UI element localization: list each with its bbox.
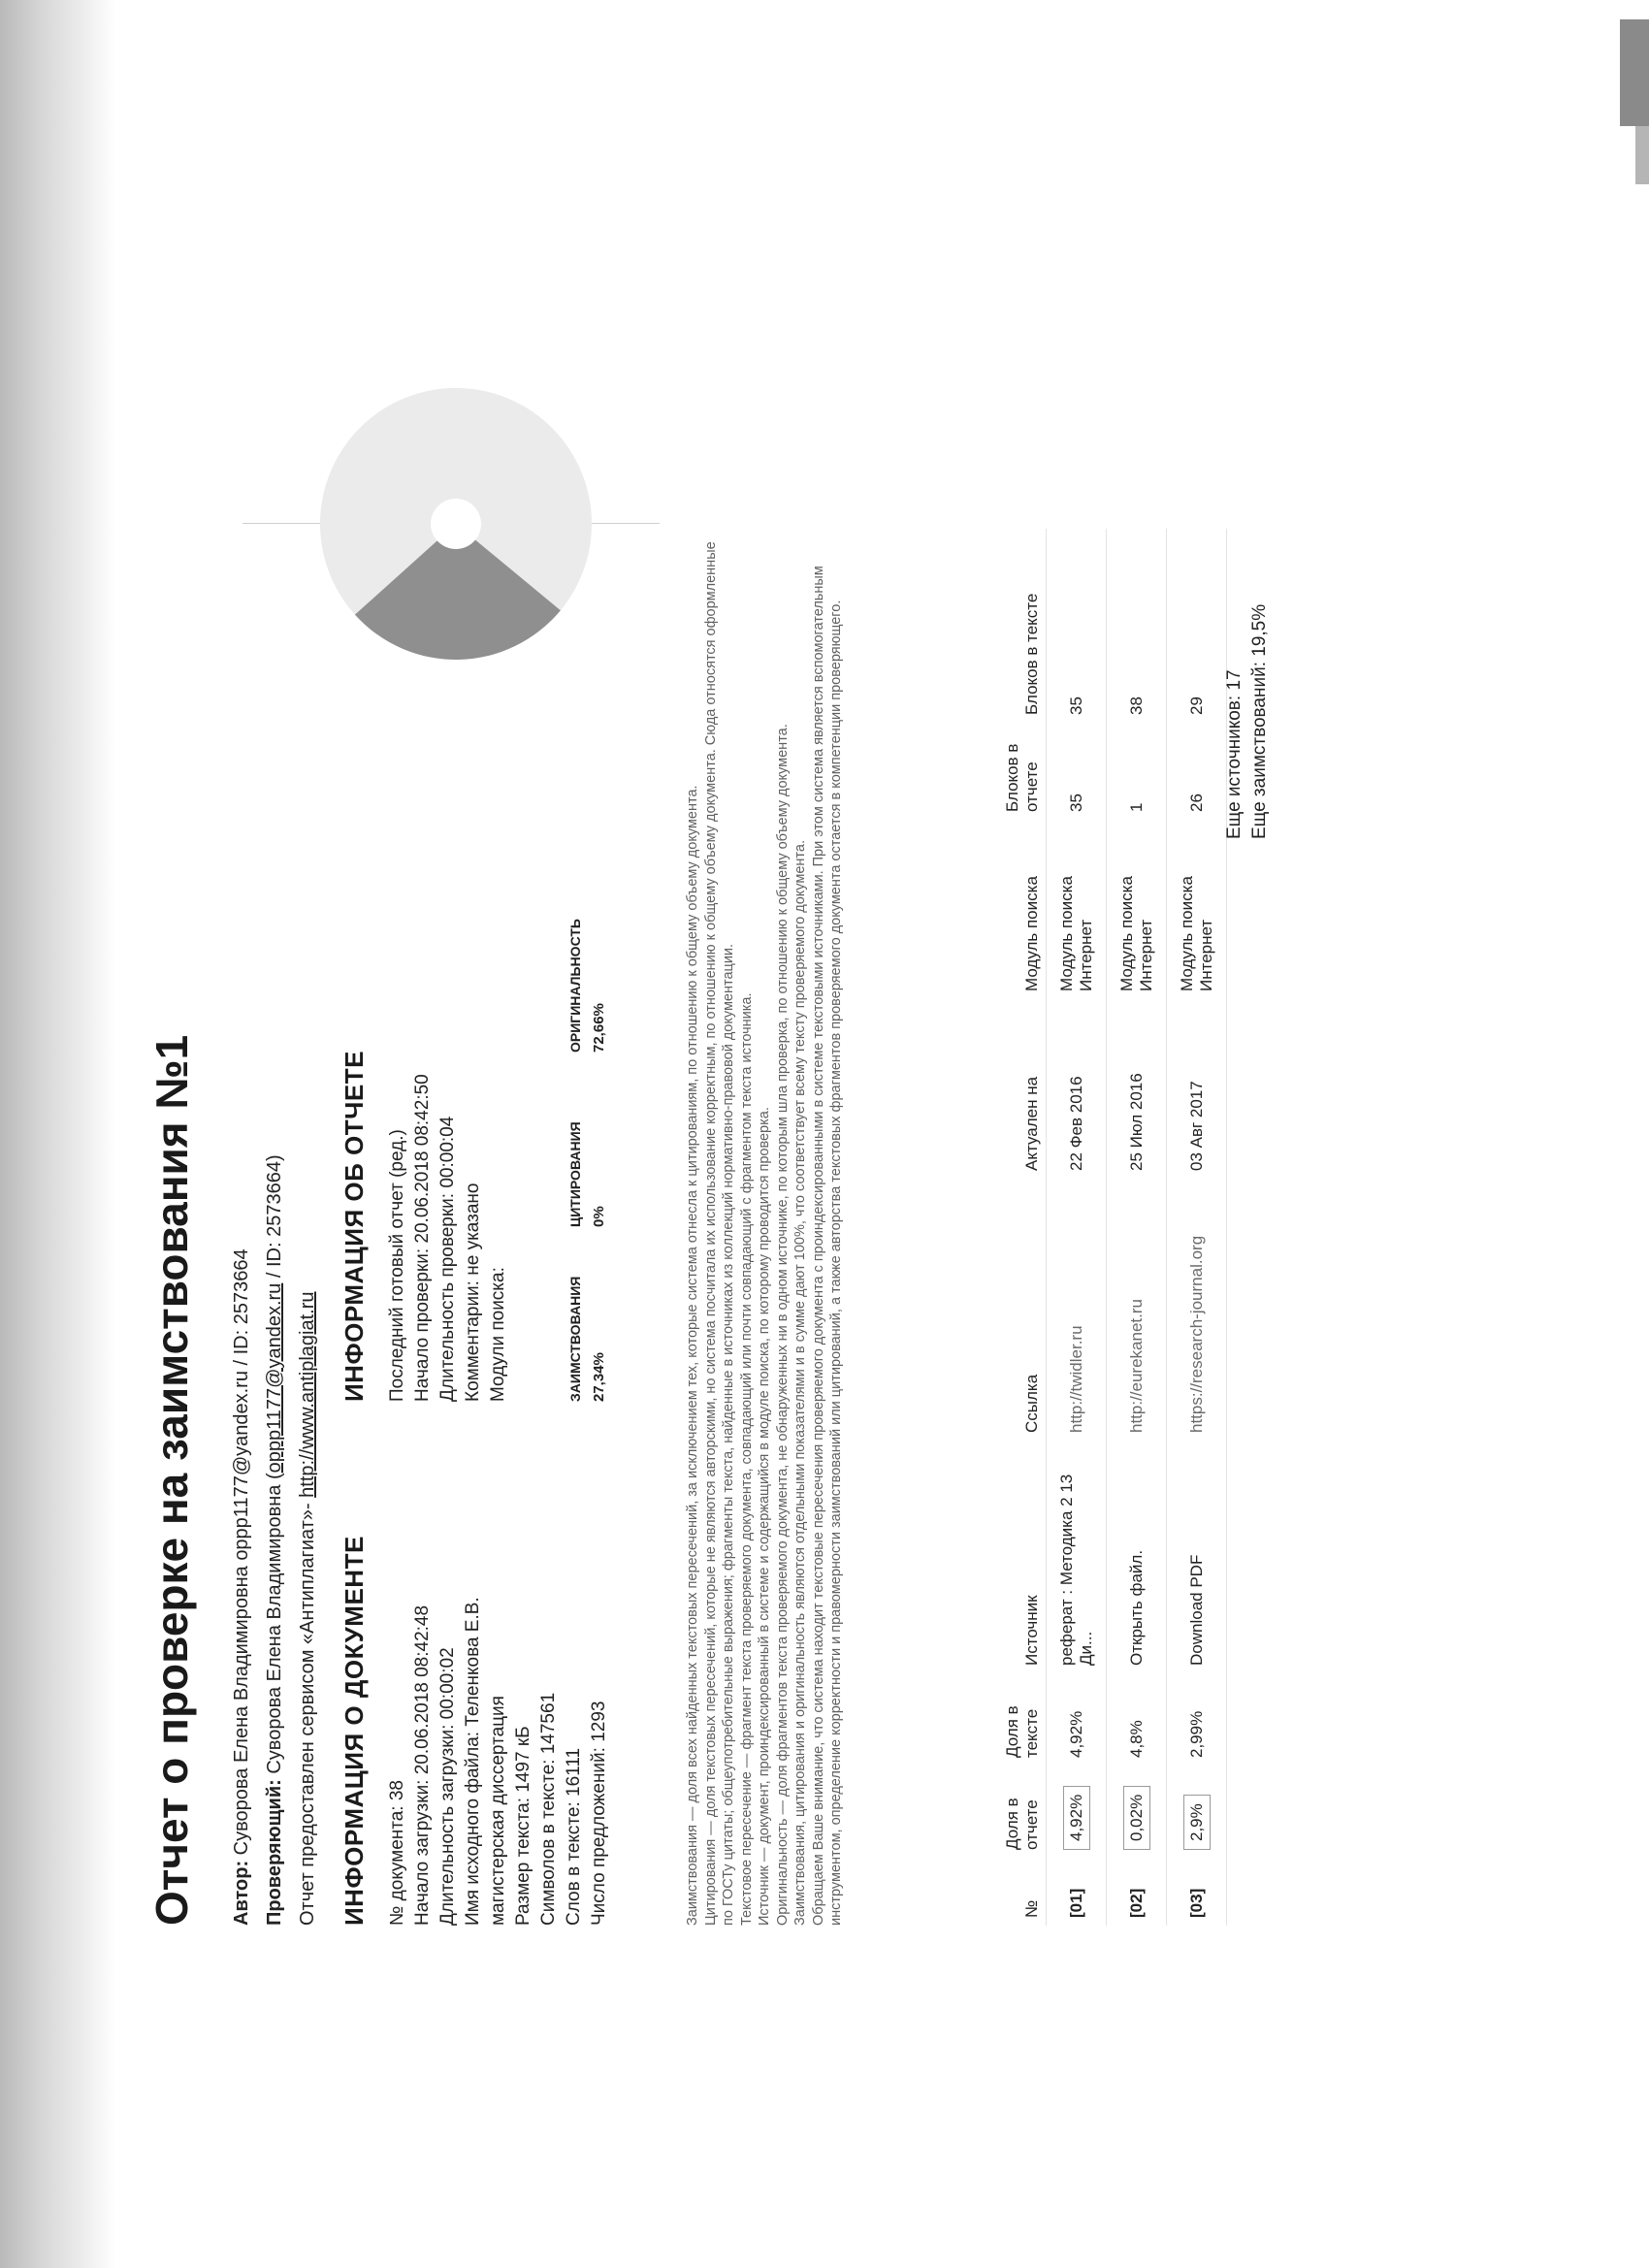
citation-value: 0% — [591, 1206, 607, 1227]
originality-label: ОРИГИНАЛЬНОСТЬ — [567, 919, 583, 1053]
checker-line — [258, 1154, 291, 1926]
doc-info-line: Начало загрузки: 20.06.2018 08:42:48 — [412, 1604, 433, 1926]
date-cell: 25 Июл 2016 — [1107, 999, 1167, 1179]
legend-paragraph: Источник — документ, проиндексированный в системе и содержащийся в модуле поиска, по которому проводится проверка. — [757, 1107, 772, 1926]
report-page — [146, 0, 1416, 1926]
originality-value: 72,66% — [591, 1003, 607, 1053]
report-info-line: Комментарии: не указано — [463, 1183, 483, 1402]
author-value: Суворова Елена Владимировна oppp1177@yandex.ru / ID: 2573664 — [231, 1248, 252, 1856]
doc-info-line: Слов в тексте: 16111 — [564, 1747, 584, 1926]
scan-mark-right-2 — [1635, 126, 1649, 184]
report-share-cell — [1167, 1766, 1227, 1858]
source-cell[interactable]: реферат : Методика 2 13 Ди... — [1047, 1441, 1107, 1673]
scan-mark-right — [1620, 19, 1649, 126]
link-cell[interactable]: http://eurekanet.ru — [1107, 1179, 1167, 1441]
report-share-box: 2,9% — [1183, 1795, 1211, 1850]
report-info-line: Начало проверки: 20.06.2018 08:42:50 — [412, 1074, 433, 1402]
report-share-cell — [1107, 1766, 1167, 1858]
doc-info-line: № документа: 38 — [387, 1780, 407, 1926]
report-footer — [1222, 604, 1273, 839]
report-info-section — [340, 859, 511, 1402]
legend-paragraph: Заимствования, цитирования и оригинальность являются отдельными показателями и в сумме дают 100%, что соответствует всему тексту проверяемого документа. — [792, 840, 808, 1926]
col-header-text-share: Доля в тексте — [999, 1673, 1047, 1766]
table-header-row — [999, 529, 1047, 1926]
row-number: [02] — [1107, 1858, 1167, 1926]
report-info-line: Последний готовый отчет (ред.) — [387, 1129, 407, 1402]
table-row — [1107, 529, 1167, 1926]
provided-by-text: Отчет предоставлен сервисом «Антиплагиат»- — [297, 1497, 318, 1926]
stats-row — [567, 859, 607, 1402]
checker-email-link[interactable]: oppp1177@yandex.ru — [264, 1282, 285, 1474]
antiplagiat-link[interactable]: http://www.antiplagiat.ru — [297, 1291, 318, 1498]
text-share-cell: 4,92% — [1047, 1673, 1107, 1766]
col-header-source: Источник — [999, 1441, 1047, 1673]
source-cell[interactable]: Download PDF — [1167, 1441, 1227, 1673]
date-cell: 03 Авг 2017 — [1167, 999, 1227, 1179]
col-header-module: Модуль поиска — [999, 820, 1047, 999]
more-borrowings: Еще заимствований: 19,5% — [1249, 603, 1270, 839]
stat-borrowing — [567, 1227, 607, 1402]
stat-originality — [567, 878, 607, 1053]
date-cell: 22 Фев 2016 — [1047, 999, 1107, 1179]
checker-name: Суворова Елена Владимировна ( — [264, 1473, 285, 1774]
stat-citation — [567, 1053, 607, 1227]
borrowing-value: 27,34% — [591, 1352, 607, 1402]
link-cell[interactable]: http://twidler.ru — [1047, 1179, 1107, 1441]
blocks-report-cell: 1 — [1107, 723, 1167, 820]
doc-info-line: Размер текста: 1497 кБ — [513, 1726, 534, 1926]
page-title: Отчет о проверке на заимствования №1 — [146, 1034, 197, 1926]
module-cell: Модуль поиска Интернет — [1107, 820, 1167, 999]
blocks-report-cell: 26 — [1167, 723, 1227, 820]
citation-label: ЦИТИРОВАНИЯ — [567, 1121, 583, 1227]
provided-line — [291, 1154, 324, 1926]
legend-text — [684, 529, 846, 1926]
blocks-report-cell: 35 — [1047, 723, 1107, 820]
pie-center-hole — [431, 499, 481, 549]
doc-info-line: Длительность загрузки: 00:00:02 — [437, 1647, 458, 1926]
doc-info-line: Число предложений: 1293 — [589, 1701, 609, 1926]
doc-info-line: магистерская диссертация — [488, 1696, 508, 1926]
author-label: Автор: — [231, 1860, 252, 1926]
col-header-blocks-text: Блоков в тексте — [999, 529, 1047, 723]
col-header-link: Ссылка — [999, 1179, 1047, 1441]
legend-paragraph: Оригинальность — доля фрагментов текста проверяемого документа, не обнаруженных ни в одном источнике, по которым шла проверка, по отношению к общему объему документа. — [774, 724, 791, 1926]
report-info-line: Длительность проверки: 00:00:04 — [437, 1116, 458, 1402]
report-info-line: Модули поиска: — [488, 1267, 508, 1402]
legend-paragraph: Цитирования — доля текстовых пересечений, которые не являются авторскими, но система посчитала их использование корректным, по отношению к общему объему документа. Сюда относятся оформленные по ГОСТу цитаты; общеупотребительные выражения; фрагменты текста, найденные в источниках из коллекций нормативно-правовой документации. — [702, 541, 736, 1926]
legend-paragraph: Заимствования — доля всех найденных текстовых пересечений, за исключением тех, которые система отнесла к цитированиям, по отношению к общему объему документа. — [685, 785, 700, 1926]
more-sources: Еще источников: 17 — [1224, 669, 1245, 839]
row-number: [01] — [1047, 1858, 1107, 1926]
checker-id: / ID: 2573664) — [264, 1154, 285, 1283]
originality-donut-chart — [315, 383, 597, 664]
doc-info-line: Символов в тексте: 147561 — [538, 1692, 559, 1926]
author-line — [225, 1154, 258, 1926]
sources-table — [999, 529, 1227, 1926]
doc-info-line: Имя исходного файла: Теленкова Е.В. — [463, 1597, 483, 1926]
document-info-section — [340, 1441, 612, 1926]
col-header-number: № — [999, 1858, 1047, 1926]
report-share-box: 0,02% — [1123, 1786, 1150, 1850]
checker-label: Проверяющий: — [264, 1779, 285, 1926]
blocks-text-cell: 35 — [1047, 529, 1107, 723]
table-row — [1047, 529, 1107, 1926]
legend-paragraph: Обращаем Ваше внимание, что система находит текстовые пересечения проверяемого документа с проиндексированными в системе текстовыми источниками. При этом система является вспомогательным инструментом, определение корректности и правомерности заимствований или цитирований, а также авторства текстовых фрагментов проверяемого документа остается в компетенции проверяющего. — [810, 566, 844, 1926]
report-info-heading: ИНФОРМАЦИЯ ОБ ОТЧЕТЕ — [340, 1051, 369, 1402]
col-header-date: Актуален на — [999, 999, 1047, 1179]
report-share-box: 4,92% — [1063, 1786, 1090, 1850]
module-cell: Модуль поиска Интернет — [1047, 820, 1107, 999]
document-info-heading: ИНФОРМАЦИЯ О ДОКУМЕНТЕ — [340, 1536, 369, 1926]
source-cell[interactable]: Открыть файл. — [1107, 1441, 1167, 1673]
module-cell: Модуль поиска Интернет — [1167, 820, 1227, 999]
table-row — [1167, 529, 1227, 1926]
borrowing-label: ЗАИМСТВОВАНИЯ — [567, 1276, 583, 1402]
text-share-cell: 2,99% — [1167, 1673, 1227, 1766]
report-share-cell — [1047, 1766, 1107, 1858]
report-meta — [225, 1154, 324, 1926]
blocks-text-cell: 38 — [1107, 529, 1167, 723]
row-number: [03] — [1167, 1858, 1227, 1926]
scan-shadow-left — [0, 0, 116, 2268]
col-header-blocks-report: Блоков в отчете — [999, 723, 1047, 820]
blocks-text-cell: 29 — [1167, 529, 1227, 723]
link-cell[interactable]: https://research-journal.org — [1167, 1179, 1227, 1441]
col-header-report-share: Доля в отчете — [999, 1766, 1047, 1858]
text-share-cell: 4,8% — [1107, 1673, 1167, 1766]
legend-paragraph: Текстовое пересечение — фрагмент текста проверяемого документа, совпадающий или почти совпадающий с фрагментом текста источника. — [738, 992, 755, 1926]
